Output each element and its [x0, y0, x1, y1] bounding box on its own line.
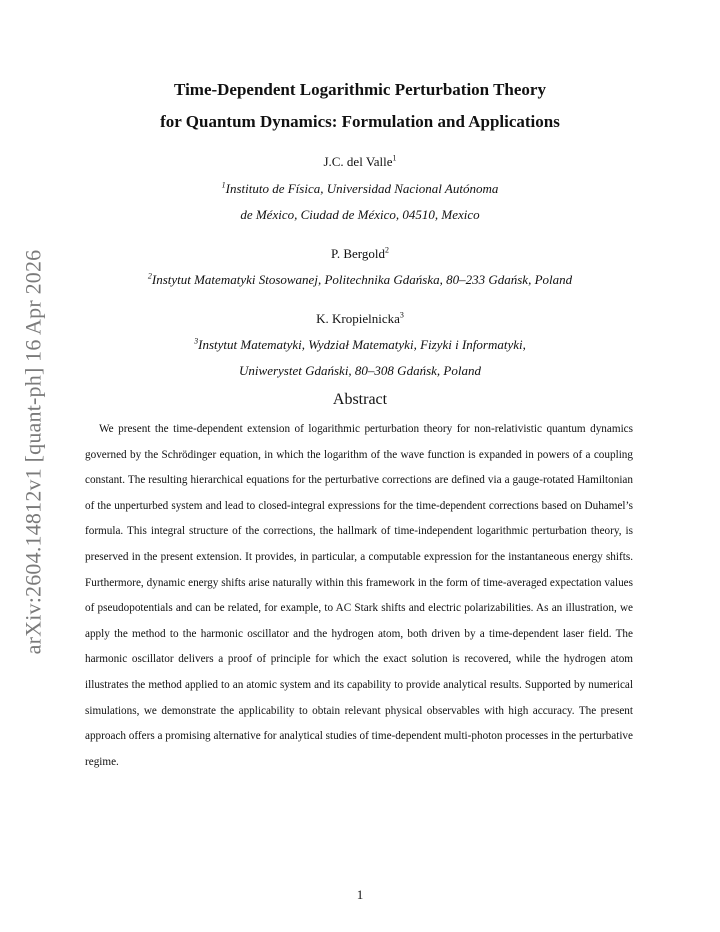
affiliation-1-mark: 1 [221, 180, 226, 190]
affiliation-2-mark: 2 [147, 271, 152, 281]
abstract-body: We present the time-dependent extension of logarithmic perturbation theory for non-relativistic quantum dynamics governed by the Schrödinger equation, in which the logarithm of the wave function is expanded in powers of a coupling constant. The resulting hierarchical equations for the perturbative corrections are defined via a gauge-rotated Hamiltonian of the unperturbed system and lead to closed-integral expressions for the time-dependent corrections based on Duhamel’s formula. This integral structure of the corrections, the hallmark of time-independent logarithmic perturbation theory, is preserved in the present extension. It provides, in particular, a computable expression for the instantaneous energy shifts. Furthermore, dynamic energy shifts arise naturally within this framework in the form of time-averaged expectation values of pseudopotentials and can be related, for example, to AC Stark shifts and electric polarizabilities. As an illustration, we apply the method to the harmonic oscillator and the hydrogen atom, both driven by a time-dependent laser field. The harmonic oscillator delivers a proof of principle for which the exact solution is recovered, while the hydrogen atom illustrates the method applied to an atomic system and its capability to provide analytical results. Supported by numerical simulations, we demonstrate the applicability to obtain relevant physical observables with high accuracy. The present approach offers a promising alternative for analytical studies of time-dependent multi-photon processes in the perturbative regime. [85, 423, 633, 768]
affiliation-2-text-1: Instytut Matematyki Stosowanej, Politechnika Gdańska, 80–233 Gdańsk, Poland [151, 272, 573, 287]
affiliation-3-line-1 [0, 337, 720, 353]
author-1-name: J.C. del Valle [323, 154, 393, 169]
author-1-mark: 1 [392, 153, 397, 163]
page-number: 1 [356, 887, 364, 902]
affiliation-1-line-2: de México, Ciudad de México, 04510, Mexico [240, 207, 480, 222]
affiliation-3-line-2: Uniwerystet Gdański, 80–308 Gdańsk, Poland [239, 363, 481, 378]
affiliation-1-line-1 [0, 181, 720, 197]
affiliation-1-text-1: Instituto de Física, Universidad Nacional Autónoma [225, 181, 499, 196]
abstract-heading: Abstract [332, 391, 388, 408]
author-3 [0, 311, 720, 327]
arxiv-identifier-text: arXiv:2604.14812v1 [quant-ph] 16 Apr 2026 [20, 249, 46, 655]
paper-title-line-2: for Quantum Dynamics: Formulation and Applications [160, 112, 560, 131]
affiliation-3-text-1: Instytut Matematyki, Wydział Matematyki, Fizyki i Informatyki, [198, 337, 526, 352]
author-2-mark: 2 [384, 245, 389, 255]
author-2-name: P. Bergold [331, 246, 385, 261]
arxiv-identifier [14, 246, 52, 658]
author-3-mark: 3 [399, 310, 404, 320]
author-2 [0, 246, 720, 262]
paper-title-line-1: Time-Dependent Logarithmic Perturbation Theory [174, 80, 546, 99]
author-1 [0, 154, 720, 170]
affiliation-2-line-1 [0, 272, 720, 288]
author-3-name: K. Kropielnicka [316, 311, 400, 326]
affiliation-3-mark: 3 [194, 336, 199, 346]
